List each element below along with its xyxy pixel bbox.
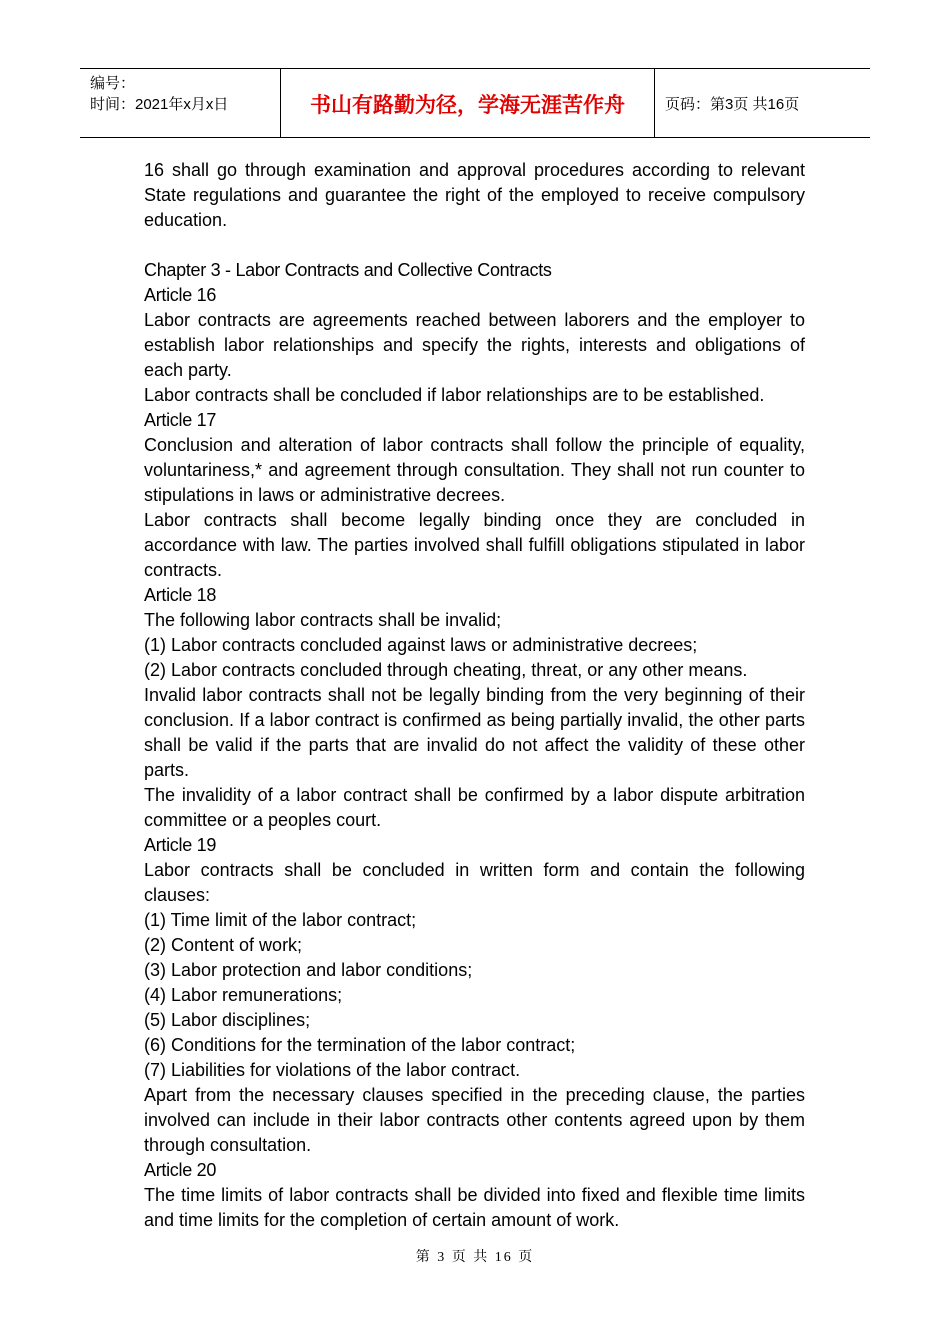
article-19-paragraph-1: Labor contracts shall be concluded in written form and contain the following clauses: (144, 860, 805, 905)
spacer (144, 233, 805, 258)
article-17-paragraph-1: Conclusion and alteration of labor contracts shall follow the principle of equality, voluntariness,* and agreement through consultation. They shall not run counter to stipulations in laws or administrative decrees. (144, 435, 805, 505)
article-19-item: (2) Content of work; (144, 935, 303, 955)
document-date-label: 时间：2021年x月x日 (90, 96, 229, 113)
footer-page-number: 第 3 页 共 16 页 (415, 1250, 535, 1265)
article-19-item: (6) Conditions for the termination of the labor contract; (144, 1035, 576, 1055)
article-17-title: Article 17 (144, 410, 217, 430)
article-19-item: (3) Labor protection and labor conditions; (144, 960, 473, 980)
chapter-title: Chapter 3 - Labor Contracts and Collective Contracts (144, 260, 552, 280)
article-18-item-1: (1) Labor contracts concluded against laws or administrative decrees; (144, 635, 698, 655)
article-19-item: (5) Labor disciplines; (144, 1010, 311, 1030)
article-18-item-2: (2) Labor contracts concluded through cheating, threat, or any other means. (144, 660, 748, 680)
article-20-paragraph-1: The time limits of labor contracts shall be divided into fixed and flexible time limits and time limits for the completion of certain amount of work. (144, 1185, 805, 1230)
document-number-label: 编号： (90, 75, 136, 92)
article-16-title: Article 16 (144, 285, 217, 305)
header-page-label: 页码：第3页 共16页 (665, 95, 800, 113)
article-19-title: Article 19 (144, 835, 217, 855)
page-header (80, 68, 870, 138)
header-motto: 书山有路勤为径，学海无涯苦作舟 (310, 93, 625, 117)
article-18-paragraph-2: Invalid labor contracts shall not be legally binding from the very beginning of their conclusion. If a labor contract is confirmed as being partially invalid, the other parts shall be valid if the parts that are invalid do not affect the validity of these other parts. (144, 685, 805, 780)
article-16-paragraph-2: Labor contracts shall be concluded if labor relationships are to be established. (144, 385, 765, 405)
article-16-paragraph-1: Labor contracts are agreements reached between laborers and the employer to establish labor relationships and specify the rights, interests and obligations of each party. (144, 310, 805, 380)
header-meta-cell (80, 69, 281, 137)
article-19-item: (7) Liabilities for violations of the labor contract. (144, 1060, 521, 1080)
intro-paragraph: 16 shall go through examination and approval procedures according to relevant State regulations and guarantee the right of the employed to receive compulsory education. (144, 160, 805, 230)
article-18-paragraph-1: The following labor contracts shall be invalid; (144, 610, 502, 630)
header-page-cell (655, 69, 870, 137)
document-body (144, 158, 805, 1233)
article-19-paragraph-2: Apart from the necessary clauses specified in the preceding clause, the parties involved can include in their labor contracts other contents agreed upon by them through consultation. (144, 1085, 805, 1155)
article-20-title: Article 20 (144, 1160, 217, 1180)
page-footer (0, 1246, 950, 1266)
article-19-item: (1) Time limit of the labor contract; (144, 910, 417, 930)
article-18-paragraph-3: The invalidity of a labor contract shall be confirmed by a labor dispute arbitration committee or a peoples court. (144, 785, 805, 830)
header-motto-cell (281, 69, 655, 137)
article-17-paragraph-2: Labor contracts shall become legally binding once they are concluded in accordance with law. The parties involved shall fulfill obligations stipulated in labor contracts. (144, 510, 805, 580)
article-19-item: (4) Labor remunerations; (144, 985, 343, 1005)
article-18-title: Article 18 (144, 585, 217, 605)
